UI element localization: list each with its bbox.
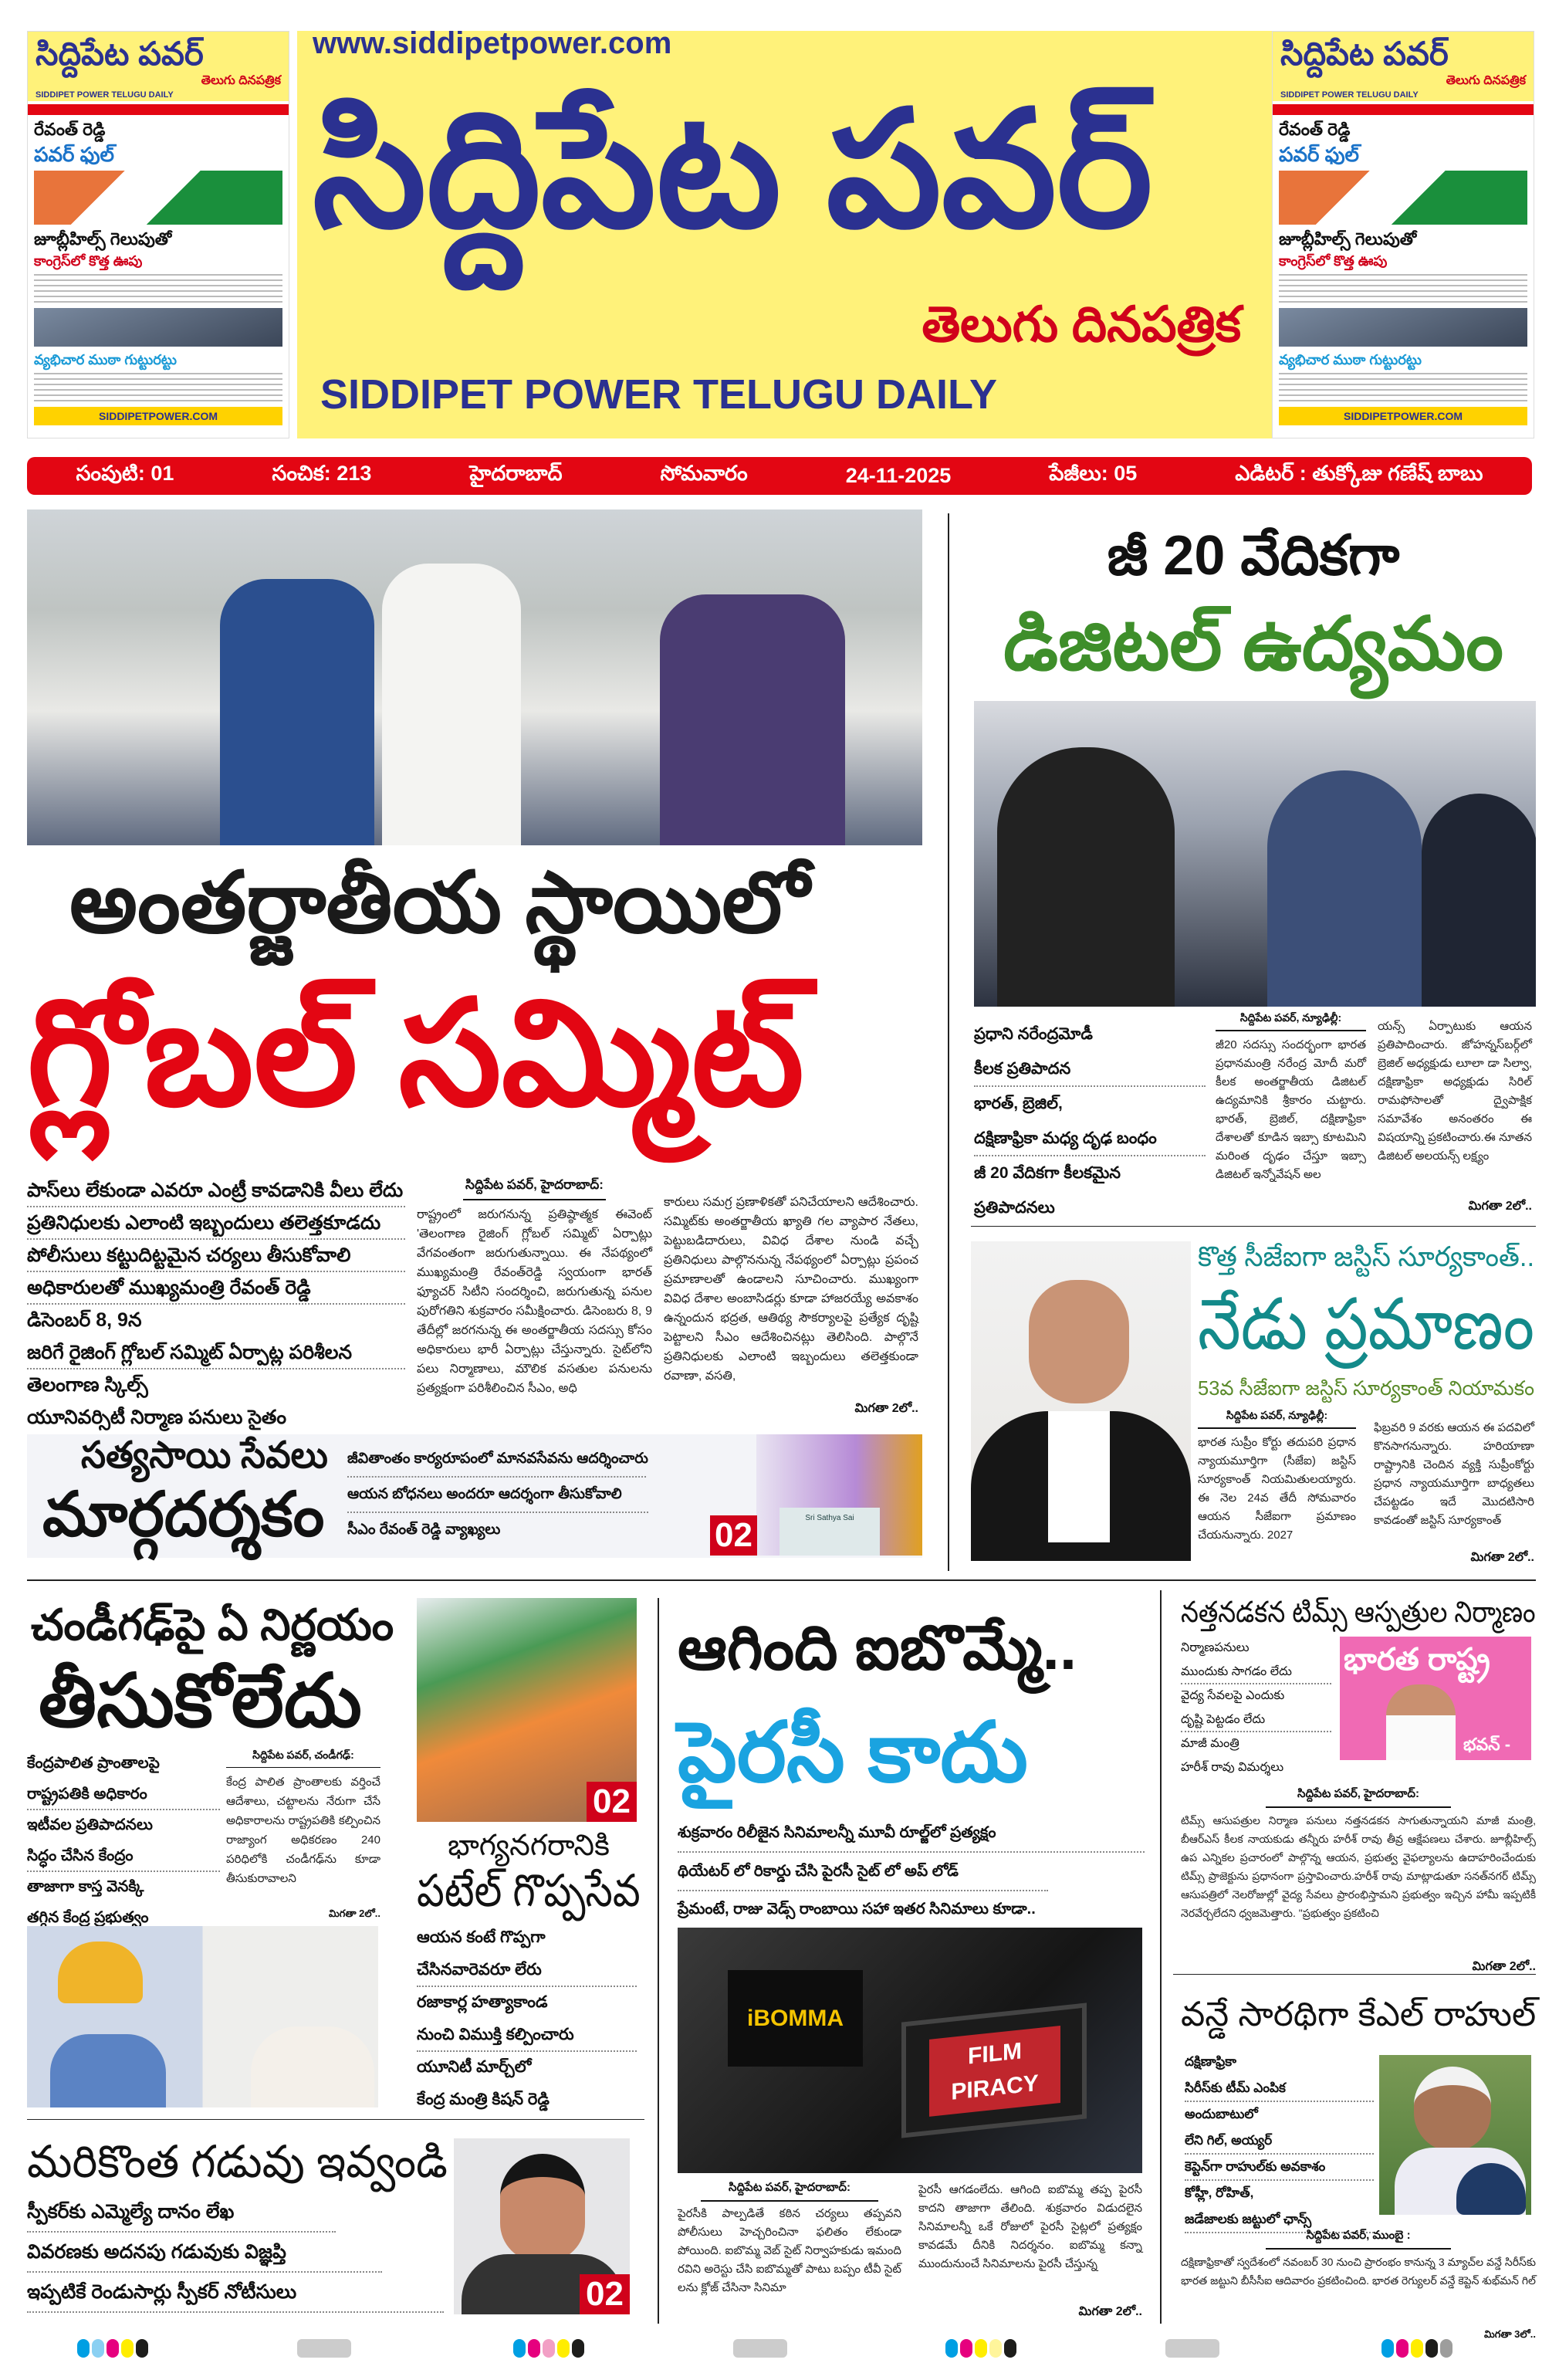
weekday: సోమవారం xyxy=(660,461,748,485)
color-swatch xyxy=(989,2339,1002,2358)
lead-headline[interactable]: గ్లోబల్ సమ్మిట్ xyxy=(27,972,804,1136)
column-divider xyxy=(948,513,949,1571)
rahul-headline[interactable]: వన్డే సారథిగా కేఎల్ రాహుల్ xyxy=(1181,1996,1537,2033)
dateline: సిద్దిపేట పవర్, హైదరాబాద్: xyxy=(1266,1787,1451,1808)
thumbnail-logo: సిద్దిపేట పవర్ xyxy=(1280,36,1449,72)
thumbnail-ribbon: SIDDIPETPOWER.COM xyxy=(1279,407,1527,425)
ibomma-logo: iBOMMA xyxy=(728,1970,863,2067)
deck-line: థియేటర్ లో రికార్డు చేసి పైరసీ సైట్ లో అప్ లోడ్ xyxy=(678,1853,1048,1891)
continued-link[interactable]: మిగతా 3లో.. xyxy=(1484,2328,1536,2340)
website-url[interactable]: www.siddipetpower.com xyxy=(313,26,672,60)
ibomma-headline[interactable]: పైరసీ కాదు xyxy=(678,1705,1028,1799)
page-reference-badge[interactable]: 02 xyxy=(710,1515,757,1556)
sathyasai-headline[interactable]: మార్గదర్శకం xyxy=(42,1480,325,1549)
deck-line: పాస్‌లు లేకుండా ఎవరూ ఎంట్రీ కావడానికి వీలు లేదు xyxy=(27,1175,405,1207)
tims-article xyxy=(1181,1787,1536,1976)
thumbnail-english: SIDDIPET POWER TELUGU DAILY xyxy=(36,90,174,100)
thumbnail-tagline: తెలుగు దినపత్రిక xyxy=(1446,74,1526,87)
deck-line: యూనివర్సిటీ నిర్మాణ పనులు సైతం xyxy=(27,1407,287,1428)
color-swatch xyxy=(1425,2339,1438,2358)
cji-column-1 xyxy=(1198,1409,1356,1573)
color-swatch xyxy=(572,2339,584,2358)
deck-line: కేంద్ర మంత్రి కిషన్ రెడ్డి xyxy=(417,2091,550,2108)
chandigarh-photo xyxy=(27,1926,378,2107)
chandigarh-column xyxy=(226,1749,380,1922)
tims-decks xyxy=(1181,1637,1331,1780)
dateline: సిద్దిపేట పవర్, హైదరాబాద్: xyxy=(463,1177,606,1200)
sathyasai-box xyxy=(27,1434,922,1558)
chandigarh-kicker: చండీగఢ్‌పై ఏ నిర్ణయం xyxy=(31,1600,394,1649)
ibomma-decks xyxy=(678,1814,1145,1928)
turban xyxy=(58,1942,143,2003)
sathyasai-photo xyxy=(756,1434,922,1556)
g20-headline[interactable]: డిజిటల్ ఉద్యమం xyxy=(1003,603,1503,686)
rahul-photo xyxy=(1379,2055,1531,2215)
deck-line: కోహ్లీ, రోహిత్, xyxy=(1185,2185,1254,2200)
color-swatch xyxy=(513,2339,526,2358)
deck-line: తాజాగా కాస్త వెనక్కి xyxy=(27,1878,144,1895)
person-figure xyxy=(1267,770,1422,1007)
deck-line: జరిగే రైజింగ్ గ్లోబల్ సమ్మిట్ ఏర్పాట్ల పరిశీలన xyxy=(27,1337,405,1369)
deck-line: ముందుకు సాగడం లేదు xyxy=(1181,1661,1331,1684)
previous-edition-thumbnail-right[interactable] xyxy=(1272,31,1534,438)
deck-line: కేంద్రపాలిత ప్రాంతాలపై xyxy=(27,1755,160,1772)
person-figure xyxy=(1386,1684,1456,1760)
thumbnail-headline: రేవంత్ రెడ్డి xyxy=(34,120,106,139)
deck-line: భారత్, బ్రెజిల్, xyxy=(974,1095,1063,1112)
deck-line: లేని గిల్, అయ్యర్ xyxy=(1185,2128,1374,2155)
dateline: సిద్దిపేట పవర్, ముంబై : xyxy=(1266,2229,1451,2250)
podium-banner: Sri Sathya Sai xyxy=(780,1508,880,1556)
lead-column-1 xyxy=(417,1177,652,1425)
color-swatch xyxy=(121,2339,134,2358)
page-reference-badge[interactable]: 02 xyxy=(580,2274,630,2314)
person-figure xyxy=(1422,794,1536,1007)
ibomma-photo xyxy=(678,1928,1142,2173)
speaker-decks xyxy=(27,2192,444,2313)
deck-line: జీ 20 వేదికగా కీలకమైన xyxy=(974,1164,1121,1182)
thumbnail-photo xyxy=(34,308,282,347)
column-divider xyxy=(658,1598,659,2324)
deck-line: అధికారులతో ముఖ్యమంత్రి రేవంత్ రెడ్డి xyxy=(27,1272,405,1305)
print-registration-marks xyxy=(0,2339,1559,2362)
article-body: కేంద్ర పాలిత ప్రాంతాలకు వర్తించే ఆదేశాలు, చట్టాలను నేరుగా చేసే అధికారాలను రాష్ట్రపతికి కల్పించిన రాజ్యాంగ అధికరణం 240 పరిధిలోకి చండీగఢ్‌ను కూడా తీసుకురావాలని xyxy=(226,1776,380,1885)
color-swatch xyxy=(136,2339,148,2358)
deck-line: నిర్మాణపనులు xyxy=(1181,1641,1250,1654)
deck-line: సీఎం రేవంత్ రెడ్డి వ్యాఖ్యలు xyxy=(347,1522,501,1538)
thumbnail-headline: కాంగ్రెస్‌లో కొత్త ఊపు xyxy=(34,253,143,269)
person-figure xyxy=(660,594,845,845)
lead-kicker: అంతర్జాతీయ స్థాయిలో xyxy=(69,855,810,950)
rahul-decks xyxy=(1185,2050,1374,2233)
color-swatch xyxy=(945,2339,958,2358)
thumbnail-masthead xyxy=(1273,32,1534,101)
tims-headline[interactable]: నత్తనడకన టిమ్స్ ఆస్పత్రుల నిర్మాణం xyxy=(1181,1596,1536,1629)
g20-photo xyxy=(974,701,1536,1007)
color-swatch xyxy=(1411,2339,1423,2358)
laptop-screen xyxy=(901,2003,1087,2138)
thumbnail-headline: జూబ్లీహిల్స్ గెలుపుతో xyxy=(34,229,172,249)
graphic-text: FILM xyxy=(968,2038,1022,2070)
section-divider xyxy=(27,2119,644,2120)
patel-photo xyxy=(417,1598,637,1822)
thumbnail-infobar xyxy=(1273,104,1534,115)
thumbnail-headline: పవర్ ఫుల్ xyxy=(34,143,114,166)
deck-line: స్పీకర్‌కు ఎమ్మెల్యే దానం లేఖ xyxy=(27,2192,336,2233)
deck-line: హరీశ్ రావు విమర్శలు xyxy=(1181,1761,1284,1774)
article-body: దక్షిణాఫ్రికాతో స్వదేశంలో నవంబర్ 30 నుంచి ప్రారంభం కానున్న 3 మ్యాచ్‌ల వన్డే సిరీస్‌కు భారత జట్టుని బీసీసీఐ ఆదివారం ప్రకటించింది. భారత రెగ్యులర్ వన్డే కెప్టెన్ శుభ్‌మన్ గిల్ xyxy=(1181,2256,1536,2287)
deck-line: రజాకార్ల హత్యాకాండ xyxy=(417,1993,548,2011)
deck-line: యూనిటీ మార్చ్‌లో xyxy=(417,2058,532,2076)
thumbnail-text xyxy=(34,274,282,305)
person-figure xyxy=(50,2034,166,2107)
patel-decks xyxy=(417,1922,637,2117)
color-swatch xyxy=(960,2339,972,2358)
continued-link[interactable]: మిగతా 2లో.. xyxy=(1078,2305,1142,2318)
deck-line: సిరీస్‌కు టీమ్ ఎంపిక xyxy=(1185,2076,1374,2102)
color-swatch xyxy=(975,2339,987,2358)
article-body: రాష్ట్రంలో జరుగనున్న ప్రతిష్ఠాత్మక ఈవెంట్ 'తెలంగాణ రైజింగ్ గ్లోబల్ సమ్మిట్' ఏర్పాట్లు వేగవంతంగా జరుగుతున్నాయి. ఈ నేపథ్యంలో ముఖ్యమంత్రి రేవంత్‌రెడ్డి స్వయంగా భారత్ ఫ్యూచర్ సిటీని సందర్శించి, జరుగుతున్న పనుల పురోగతిని శుక్రవారం సమీక్షించారు. డిసెంబరు 8, 9 తేదీల్లో జరగనున్న ఈ అంతర్జాతీయ సదస్సు కోసం అధికారులు భారీ ఏర్పాట్లు చేస్తున్నారు. సైట్‌లోని పలు నిర్మాణాలు, మౌలిక వసతుల పనులను ప్రత్యక్షంగా పరిశీలించిన సీఎం, అధి xyxy=(417,1208,652,1395)
banner-text: భారత రాష్ట్ర xyxy=(1344,1643,1490,1677)
color-swatch xyxy=(92,2339,104,2358)
gray-swatch xyxy=(1165,2339,1219,2358)
previous-edition-thumbnail-left[interactable] xyxy=(27,31,289,438)
edition-city: హైదరాబాద్ xyxy=(469,461,563,485)
face xyxy=(1029,1280,1129,1403)
tims-photo xyxy=(1340,1637,1531,1760)
section-divider xyxy=(27,1579,1536,1581)
deck-line: శుక్రవారం రిలీజైన సినిమాలన్నీ మూవీ రూల్జ్‌లో ప్రత్యక్షం xyxy=(678,1814,1145,1853)
edition-info-bar xyxy=(27,457,1532,495)
thumbnail-photo xyxy=(34,171,282,225)
color-swatch xyxy=(1396,2339,1409,2358)
section-divider xyxy=(1173,1974,1536,1975)
continued-link[interactable]: మిగతా 2లో.. xyxy=(1472,1960,1536,1973)
deck-line: చేసినవారెవరూ లేరు xyxy=(417,1955,637,1987)
dateline: సిద్దిపేట పవర్, చండీగఢ్: xyxy=(226,1749,380,1768)
deck-line: వైద్య సేవలపై ఎందుకు xyxy=(1181,1689,1285,1702)
cji-subhead: 53వ సీజేఐగా జస్టిస్ సూర్యకాంత్ నియామకం xyxy=(1198,1376,1535,1400)
article-body: పైరసీకి పాల్పడితే కఠిన చర్యలు తప్పవని పోలీసులు హెచ్చరించినా ఫలితం లేకుండా పోయింది. ఐబొమ్మ వెబ్ సైట్ నిర్వాహకుడు ఇమంది రవిని అరెస్టు చేసి ఐబొమ్మతో పాటు బప్పం టీవీ సైట్ లను క్లోజ్ చేసినా సినిమా xyxy=(678,2207,901,2294)
rahul-article xyxy=(1181,2229,1536,2343)
article-body: టిమ్స్ ఆసుపత్రుల నిర్మాణ పనులు నత్తనడకన సాగుతున్నాయని మాజీ మంత్రి, బీఆర్ఎస్ కీలక నాయకుడు తన్నీరు హరీశ్ రావు తీవ్ర ఆక్షేపణలు చేశారు. జూబ్లీహిల్స్ ఉప ఎన్నికల ప్రచారంలో పాల్గొన్న ఆయన, ప్రభుత్వ వైఫల్యాలను ఉదాహరించేందుకు టిమ్స్ ప్రాజెక్టును ప్రధానంగా ప్రస్తావించారు.హరీశ్ రావు మాట్లాడుతూ సనత్‌నగర్ టిమ్స్ ఆసుపత్రిలో నెలరోజుల్లో వైద్య సేవలు ప్రారంభిస్తామని ప్రభుత్వం ఇచ్చిన హామీ ఇప్పటికీ నెరవేర్చలేదని ధ్వజమెత్తారు. "ప్రభుత్వం ప్రకటించి xyxy=(1181,1814,1536,1919)
deck-line: ఇప్పటికే రెండుసార్లు స్పీకర్ నోటీసులు xyxy=(27,2273,444,2313)
dateline: సిద్దిపేట పవర్, న్యూఢిల్లీ: xyxy=(1216,1011,1366,1031)
deck-line: దక్షిణాఫ్రికా xyxy=(1185,2054,1236,2069)
deck-line: దృష్టి పెట్టడం లేదు xyxy=(1181,1708,1331,1732)
continued-link[interactable]: మిగతా 2లో.. xyxy=(1470,1551,1534,1564)
color-swatch-set xyxy=(77,2339,148,2358)
color-swatch xyxy=(107,2339,119,2358)
issue-number: సంచిక: 213 xyxy=(272,461,372,485)
thumbnail-infobar xyxy=(28,104,289,115)
color-swatch-set xyxy=(945,2339,1016,2358)
article-body: పైరసీ ఆగడంలేదు. ఆగింది ఐబొమ్మ తప్ప పైరసీ కాదని తాజాగా తేలింది. శుక్రవారం విడుదలైన సినిమాలన్నీ ఒకే రోజులో పైరసీ సైట్లలో ప్రత్యక్షం కావడమే దీనికి నిదర్శనం. ఐబొమ్మ కన్నా ముందునుంచే సినిమాలను పైరసీ చేస్తున్న xyxy=(918,2183,1142,2270)
graphic-text: PIRACY xyxy=(951,2070,1039,2105)
color-swatch xyxy=(557,2339,570,2358)
thumbnail-masthead xyxy=(28,32,289,101)
thumbnail-headline: జూబ్లీహిల్స్ గెలుపుతో xyxy=(1279,229,1417,249)
article-body: యన్స్ ఏర్పాటుకు ఆయన ప్రతిపాదించారు. జోహన్నస్‌బర్గ్‌లో బ్రెజిల్ అధ్యక్షుడు లూలా డా సిల్వా, దక్షిణాఫ్రికా అధ్యక్షుడు సిరిల్ రామఫోసాలతో ద్వైపాక్షిక సమావేశం అనంతరం ఈ విషయాన్ని ప్రకటించారు.ఈ నూతన డిజిటల్ అలయన్స్ లక్ష్యం xyxy=(1378,1020,1532,1163)
person-figure xyxy=(220,579,374,845)
deck-line: ప్రధాని నరేంద్రమోడీ xyxy=(974,1025,1093,1043)
deck-line: అందుబాటులో xyxy=(1185,2107,1258,2121)
deck-line: రాష్ట్రపతికి అధికారం xyxy=(27,1779,220,1810)
lead-story-photo xyxy=(27,510,922,845)
masthead-tagline: తెలుగు దినపత్రిక xyxy=(922,296,1241,352)
sathyasai-kicker: సత్యసాయి సేవలు xyxy=(81,1435,328,1476)
gray-swatch xyxy=(297,2339,351,2358)
color-swatch xyxy=(1381,2339,1394,2358)
page-count: పేజీలు: 05 xyxy=(1049,461,1138,485)
color-swatch xyxy=(543,2339,555,2358)
speaker-headline[interactable]: మరికొంత గడువు ఇవ్వండి xyxy=(27,2137,448,2187)
thumbnail-english: SIDDIPET POWER TELUGU DAILY xyxy=(1280,90,1419,100)
deck-line: ఆయన బోధనలు అందరూ ఆదర్శంగా తీసుకోవాలి xyxy=(347,1478,648,1513)
continued-link[interactable]: మిగతా 2లో.. xyxy=(854,1402,918,1415)
film-piracy-graphic xyxy=(929,2026,1060,2117)
patel-headline[interactable]: పటేల్ గొప్పసేవ xyxy=(417,1866,641,1916)
dateline: సిద్దిపేట పవర్, హైదరాబాద్: xyxy=(701,2181,878,2202)
article-body: కారులు సమగ్ర ప్రణాళికతో పనిచేయాలని ఆదేశించారు. సమ్మిట్‌కు అంతర్జాతీయ ఖ్యాతి గల వ్యాపార నేతలు, పెట్టుబడిదారులు, వివిధ దేశాల నుండి వచ్చే ప్రతినిధులు పాల్గొననున్న నేపథ్యంలో ఏర్పాట్లు ప్రపంచ ప్రమాణాలతో ఉండాలని సూచించారు. ముఖ్యంగా వివిధ దేశాల అంబాసిడర్లు కూడా హాజరయ్యే అవకాశం ఉన్నందున భద్రత, ఆతిథ్య సౌకర్యాలపై ప్రత్యేక దృష్టి పెట్టాలని సీఎం ఆదేశించినట్లు తెలిసింది. పాల్గొనే ప్రతినిధులకు ఎలాంటి ఇబ్బందులు తలెత్తకుండా రవాణా, వసతి, xyxy=(664,1196,918,1383)
deck-line: ఇటీవల ప్రతిపాదనలు xyxy=(27,1816,153,1833)
gray-swatch xyxy=(733,2339,787,2358)
article-body: భారత సుప్రీం కోర్టు తదుపరి ప్రధాన న్యాయమూర్తిగా (సీజేఐ) జస్టిస్ సూర్యకాంత్ నియమితులయ్యారు. ఈ నెల 24వ తేదీ సోమవారం ఆయన సీజేఐగా ప్రమాణం చేయనున్నారు. 2027 xyxy=(1198,1436,1356,1542)
cji-headline[interactable]: నేడు ప్రమాణం xyxy=(1198,1285,1534,1364)
deck-line: ప్రేమంటే, రాజు వెడ్స్ రాంబాయి సహా ఇతర సినిమాలు కూడా.. xyxy=(678,1901,1036,1918)
thumbnail-headline: కాంగ్రెస్‌లో కొత్త ఊపు xyxy=(1279,253,1388,269)
g20-column-1 xyxy=(1216,1011,1366,1221)
cji-kicker: కొత్త సీజేఐగా జస్టిస్ సూర్యకాంత్.. xyxy=(1198,1241,1535,1272)
column-divider xyxy=(1160,1590,1162,2324)
thumbnail-headline: వ్యభిచార ముఠా గుట్టురట్టు xyxy=(1279,352,1422,367)
speaker-photo xyxy=(454,2138,630,2314)
sathyasai-decks xyxy=(347,1442,648,1549)
chandigarh-decks xyxy=(27,1749,220,1934)
face xyxy=(500,2154,585,2262)
deck-line: తగ్గిన కేంద్ర ప్రభుత్వం xyxy=(27,1909,149,1926)
g20-decks xyxy=(974,1017,1206,1226)
thumbnail-headline: వ్యభిచార ముఠా గుట్టురట్టు xyxy=(34,352,178,367)
deck-line: మాజీ మంత్రి xyxy=(1181,1737,1239,1750)
g20-kicker: జీ 20 వేదికగా xyxy=(1107,525,1400,587)
color-swatch xyxy=(1440,2339,1452,2358)
deck-line: పోలీసులు కట్టుదిట్టమైన చర్యలు తీసుకోవాలి xyxy=(27,1240,405,1272)
newspaper-logo: సిద్దిపేట పవర్ xyxy=(313,79,1153,260)
deck-line: ప్రతిపాదనలు xyxy=(974,1199,1055,1217)
deck-line: కెప్టెన్‌గా రాహుల్‌కు అవకాశం xyxy=(1185,2155,1374,2181)
deck-line: సిద్ధం చేసిన కేంద్రం xyxy=(27,1841,220,1872)
g20-column-2 xyxy=(1378,1017,1532,1216)
thumbnail-logo: సిద్దిపేట పవర్ xyxy=(36,36,204,72)
masthead xyxy=(297,26,1272,438)
editor: ఎడిటర్ : తుక్కోజు గణేష్ బాబు xyxy=(1235,461,1483,485)
patel-kicker: భాగ్యనగరానికి xyxy=(448,1830,610,1862)
ibomma-kicker: ఆగింది ఐబొమ్మే.. xyxy=(678,1613,1077,1682)
color-swatch-set xyxy=(513,2339,584,2358)
thumbnail-text xyxy=(1279,274,1527,305)
cji-photo xyxy=(971,1241,1191,1561)
deck-line: దక్షిణాఫ్రికా మధ్య దృఢ బంధం xyxy=(974,1122,1206,1156)
chandigarh-headline[interactable]: తీసుకోలేదు xyxy=(39,1660,362,1742)
deck-line: తెలంగాణ స్కిల్స్ xyxy=(27,1374,148,1396)
article-body: ఫిబ్రవరి 9 వరకు ఆయన ఈ పదవిలో కొనసాగనున్నారు. హరియాణా రాష్ట్రానికి చెందిన వ్యక్తి సుప్రీంకోర్టు ప్రధాన న్యాయమూర్తిగా బాధ్యతలు చేపట్టడం ఇదే మొదటిసారి కావడంతో జస్టిస్ సూర్యకాంత్ xyxy=(1374,1421,1534,1527)
continued-link[interactable]: మిగతా 2లో.. xyxy=(1468,1200,1532,1213)
dateline: సిద్దిపేట పవర్, న్యూఢిల్లీ: xyxy=(1198,1409,1356,1429)
person-figure xyxy=(997,747,1175,1007)
lead-decks xyxy=(27,1175,405,1434)
thumbnail-text xyxy=(1279,373,1527,404)
ibomma-column-1 xyxy=(678,2181,901,2324)
page-reference-badge[interactable]: 02 xyxy=(587,1782,637,1822)
thumbnail-ribbon: SIDDIPETPOWER.COM xyxy=(34,407,282,425)
cji-column-2 xyxy=(1374,1419,1534,1567)
volume: సంపుటి: 01 xyxy=(76,461,174,485)
color-swatch xyxy=(528,2339,540,2358)
thumbnail-headline: రేవంత్ రెడ్డి xyxy=(1279,120,1351,139)
person-figure xyxy=(251,2026,374,2107)
deck-line: వివరణకు అదనపు గడువుకు విజ్ఞప్తి xyxy=(27,2233,382,2273)
deck-line: ప్రతినిధులకు ఎలాంటి ఇబ్బందులు తలెత్తకూడదు xyxy=(27,1207,405,1240)
color-swatch-set xyxy=(1381,2339,1452,2358)
masthead-english-name: SIDDIPET POWER TELUGU DAILY xyxy=(320,371,998,418)
color-swatch xyxy=(1004,2339,1016,2358)
collar-band xyxy=(1048,1411,1110,1542)
thumbnail-photo xyxy=(1279,308,1527,347)
thumbnail-text xyxy=(34,373,282,404)
deck-line: కీలక ప్రతిపాదన xyxy=(974,1052,1206,1087)
banner-text: భవన్ - xyxy=(1463,1735,1511,1754)
deck-line: జడేజాలకు జట్టులో ఛాన్స్ xyxy=(1185,2207,1374,2233)
deck-line: జీవితాంతం కార్యరూపంలో మానవసేవను ఆదర్శించారు xyxy=(347,1442,646,1478)
date: 24-11-2025 xyxy=(845,464,952,487)
section-divider xyxy=(971,1226,1536,1227)
deck-line: నుంచి విముక్తి కల్పించారు xyxy=(417,2019,637,2052)
ibomma-column-2 xyxy=(918,2181,1142,2321)
deck-line: డిసెంబర్ 8, 9న xyxy=(27,1309,142,1331)
color-swatch xyxy=(77,2339,90,2358)
thumbnail-photo xyxy=(1279,171,1527,225)
thumbnail-headline: పవర్ ఫుల్ xyxy=(1279,143,1359,166)
article-body: జీ20 సదస్సు సందర్భంగా భారత ప్రధానమంత్రి నరేంద్ర మోదీ మరో కీలక అంతర్జాతీయ డిజిటల్ ఉద్యమానికి శ్రీకారం చుట్టారు. భారత్, బ్రెజిల్, దక్షిణాఫ్రికా దేశాలతో కూడిన ఇబ్సా కూటమిని మరింత దృఢం చేస్తూ ఇబ్సా డిజిటల్ ఇన్నోవేషన్ అల xyxy=(1216,1038,1366,1181)
thumbnail-tagline: తెలుగు దినపత్రిక xyxy=(201,74,281,87)
person-figure xyxy=(382,564,521,845)
continued-link[interactable]: మిగతా 2లో.. xyxy=(329,1908,380,1919)
face xyxy=(1414,2067,1491,2151)
deck-line: ఆయన కంటే గొప్పగా xyxy=(417,1928,546,1946)
lead-column-2 xyxy=(664,1193,918,1418)
